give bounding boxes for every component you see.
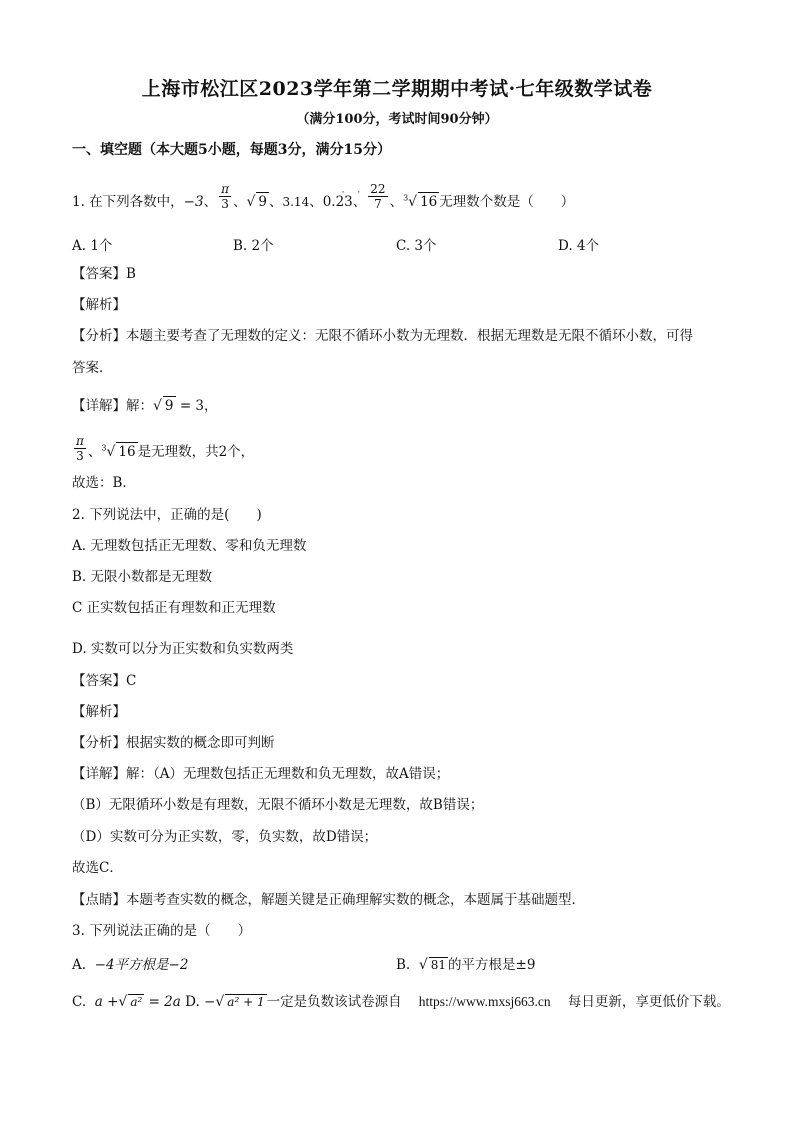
- exam-info: （满分100分，考试时间90分钟）: [296, 112, 498, 127]
- q1-answer: 【答案】B: [72, 266, 136, 282]
- page-title: 上海市松江区2023学年第二学期期中考试·七年级数学试卷: [141, 78, 653, 100]
- q1-pi-over-3: $\frac{\pi}{3}$: [221, 182, 229, 211]
- section-heading: 一、填空题（本大题5小题，每题3分，满分15分）: [72, 142, 391, 158]
- q2-option-d: D. 实数可以分为正实数和负实数两类: [72, 641, 294, 657]
- q1-analysis-cont: 答案．: [72, 360, 113, 376]
- q3-option-d: D. −√ a² + 1 一定是负数: [185, 994, 335, 1010]
- q2-detail-d: （D）实数可分为正实数，零，负实数，故D错误；: [72, 829, 378, 845]
- q1-option-c: C. 3个: [396, 238, 437, 254]
- q1-3-14: 3.14: [282, 195, 310, 209]
- q2-analysis: 【分析】根据实数的概念即可判断: [72, 735, 275, 751]
- q1-repeating-decimal: 0. · · 23: [322, 188, 366, 210]
- footer-url[interactable]: https://www.mxsj663.cn: [418, 994, 551, 1009]
- question-1-stem: 1. 在下列各数中，−3、 $\frac{\pi}{3}$ 、√ 9 、3.14、0. · · 23、 $\frac{22}{7}$ 、$^3$√ 16 无理数个数是（ ）: [72, 182, 575, 211]
- question-2-stem: 2. 下列说法中，正确的是( ): [72, 507, 262, 523]
- q2-analysis-tag: 【解析】: [72, 704, 126, 720]
- q3-option-c: C. a +√ a² = 2a: [72, 994, 181, 1010]
- q1-cube-index: 3: [403, 193, 409, 203]
- q2-option-a: A. 无理数包括正无理数、零和负无理数: [72, 538, 307, 554]
- q2-answer: 【答案】C: [72, 673, 137, 689]
- q1-option-a: A. 1个: [72, 238, 113, 254]
- q1-choose: 故选：B．: [72, 475, 136, 491]
- q3-option-b: B. √ 81 的平方根是±9: [396, 957, 536, 973]
- q2-option-b: B. 无限小数都是无理数: [72, 569, 213, 585]
- q1-analysis: 【分析】本题主要考查了无理数的定义：无限不循环小数为无理数．根据无理数是无限不循环小数，可得: [72, 328, 693, 344]
- q2-comment: 【点睛】本题考查实数的概念，解题关键是正确理解实数的概念，本题属于基础题型．: [72, 892, 585, 908]
- footer-source: 该试卷源自: [334, 994, 402, 1010]
- question-3-stem: 3. 下列说法正确的是（ ）: [72, 923, 252, 939]
- q2-detail-a: 【详解】解：（A）无理数包括正无理数和负无理数，故A错误；: [72, 766, 450, 782]
- q1-prefix: 1. 在下列各数中，: [72, 194, 184, 210]
- q1-option-d: D. 4个: [558, 238, 600, 254]
- q2-option-c: C 正实数包括正有理数和正无理数: [72, 600, 276, 616]
- q1-22-over-7: $\frac{22}{7}$: [370, 182, 386, 211]
- q1-detail: 【详解】解：√ 9 = 3，: [72, 398, 218, 414]
- q1-suffix: 无理数个数是（ ）: [439, 194, 575, 210]
- q1-neg3: −3: [183, 194, 204, 210]
- q2-choose: 故选C．: [72, 860, 123, 876]
- q3-option-c-d-line: [72, 990, 730, 1010]
- q1-cuberoot-16: 16: [420, 194, 438, 210]
- q1-option-b: B. 2个: [233, 238, 274, 254]
- footer-tail: 每日更新，享更低价下载。: [567, 994, 730, 1010]
- q2-detail-b: （B）无限循环小数是有理数，无限不循环小数是无理数，故B错误；: [72, 797, 484, 813]
- q3-option-a: A. −4平方根是−2: [72, 957, 189, 973]
- q1-detail-line2: $\frac{\pi}{3}$ 、$^3$√ 16 是无理数，共2个，: [76, 434, 255, 463]
- q1-analysis-tag: 【解析】: [72, 297, 126, 313]
- q1-sqrt9: 9: [258, 194, 267, 210]
